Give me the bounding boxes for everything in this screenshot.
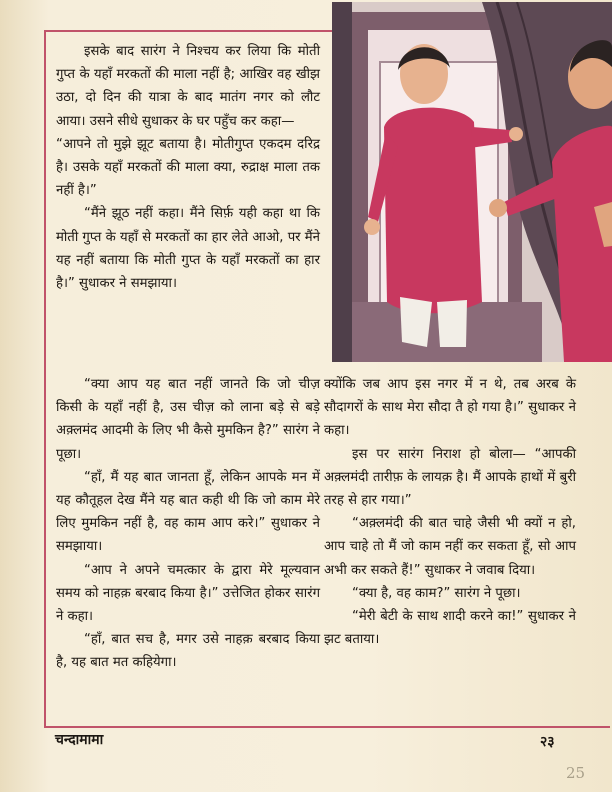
paragraph: इस पर सारंग निराश हो बोला— “आपकी अक़्लमंदी तारीफ़ के लायक़ है। मैं आपके हाथों में बुरी तरह से हार गया।” (324, 446, 576, 509)
text-column-left-top (56, 40, 320, 295)
paragraph: “मैंने झूठ नहीं कहा। मैंने सिर्फ़ यही कहा था कि मोती गुप्त के यहाँ से मरकतों का हार लेते आओ, पर मैंने यह नहीं बताया कि मोती गुप्त के यहाँ मरकतों का हार है।” सुधाकर ने समझाया। (56, 206, 320, 292)
paragraph: क्योंकि जब आप इस नगर में न थे, तब अरब के सौदागरों के साथ मेरा सौदा तै हो गया है।” सुधाकर ने कहा। (324, 377, 576, 439)
text-column-right (324, 373, 576, 651)
page-number: २३ (540, 734, 555, 750)
paragraph: इसके बाद सारंग ने निश्चय कर लिया कि मोती गुप्त के यहाँ मरकतों की माला नहीं है; आखिर वह खीझ उठा, दो दिन की यात्रा के बाद मातंग नगर को लौट आया। उसने सीधे सुधाकर के घर पहुँच कर कहा— (56, 44, 320, 129)
paragraph: “क्या है, वह काम?” सारंग ने पूछा। (352, 585, 521, 601)
magazine-name: चन्दामामा (55, 732, 104, 748)
paragraph: “अक़्लमंदी की बात चाहे जैसी भी क्यों न हो, आप चाहे तो मैं जो काम नहीं कर सकता हूँ, सो आप अभी कर सकते हैं!” सुधाकर ने जवाब दिया। (324, 516, 576, 578)
paragraph: “क्या आप यह बात नहीं जानते कि जो चीज़ किसी के यहाँ नहीं है, उस चीज़ को लाना बड़े से बड़े अक़्लमंद आदमी के लिए भी कैसे मुमकिन है?” सारंग ने पूछा। (56, 377, 320, 462)
paragraph: “मेरी बेटी के साथ शादी करने का!” सुधाकर ने झट बताया। (324, 609, 576, 648)
two-men-arguing-illustration (332, 2, 612, 362)
paragraph: “हाँ, मैं यह बात जानता हूँ, लेकिन आपके मन में यह कौतूहल देख मैंने यह बात कही थी कि जो काम मेरे लिए मुमकिन नहीं है, वह काम आप करे।” सुधाकर ने समझाया। (56, 469, 320, 555)
paragraph: “हाँ, बात सच है, मगर उसे नाहक़ बरबाद किया है, यह बात मत कहियेगा। (56, 632, 320, 671)
text-column-left-bottom (56, 373, 320, 675)
paragraph: “आपने तो मुझे झूट बताया है। मोतीगुप्त एकदम दरिद्र है। उसके यहाँ मरकतों की माला क्या, रुद्राक्ष माला तक नहीं है।” (56, 136, 320, 199)
paragraph: “आप ने अपने चमत्कार के द्वारा मेरे मूल्यवान समय को नाहक़ बरबाद किया है।” उत्तेजित होकर सारंग ने कहा। (56, 562, 320, 625)
story-illustration (332, 2, 612, 362)
pencil-mark: 25 (566, 764, 586, 782)
